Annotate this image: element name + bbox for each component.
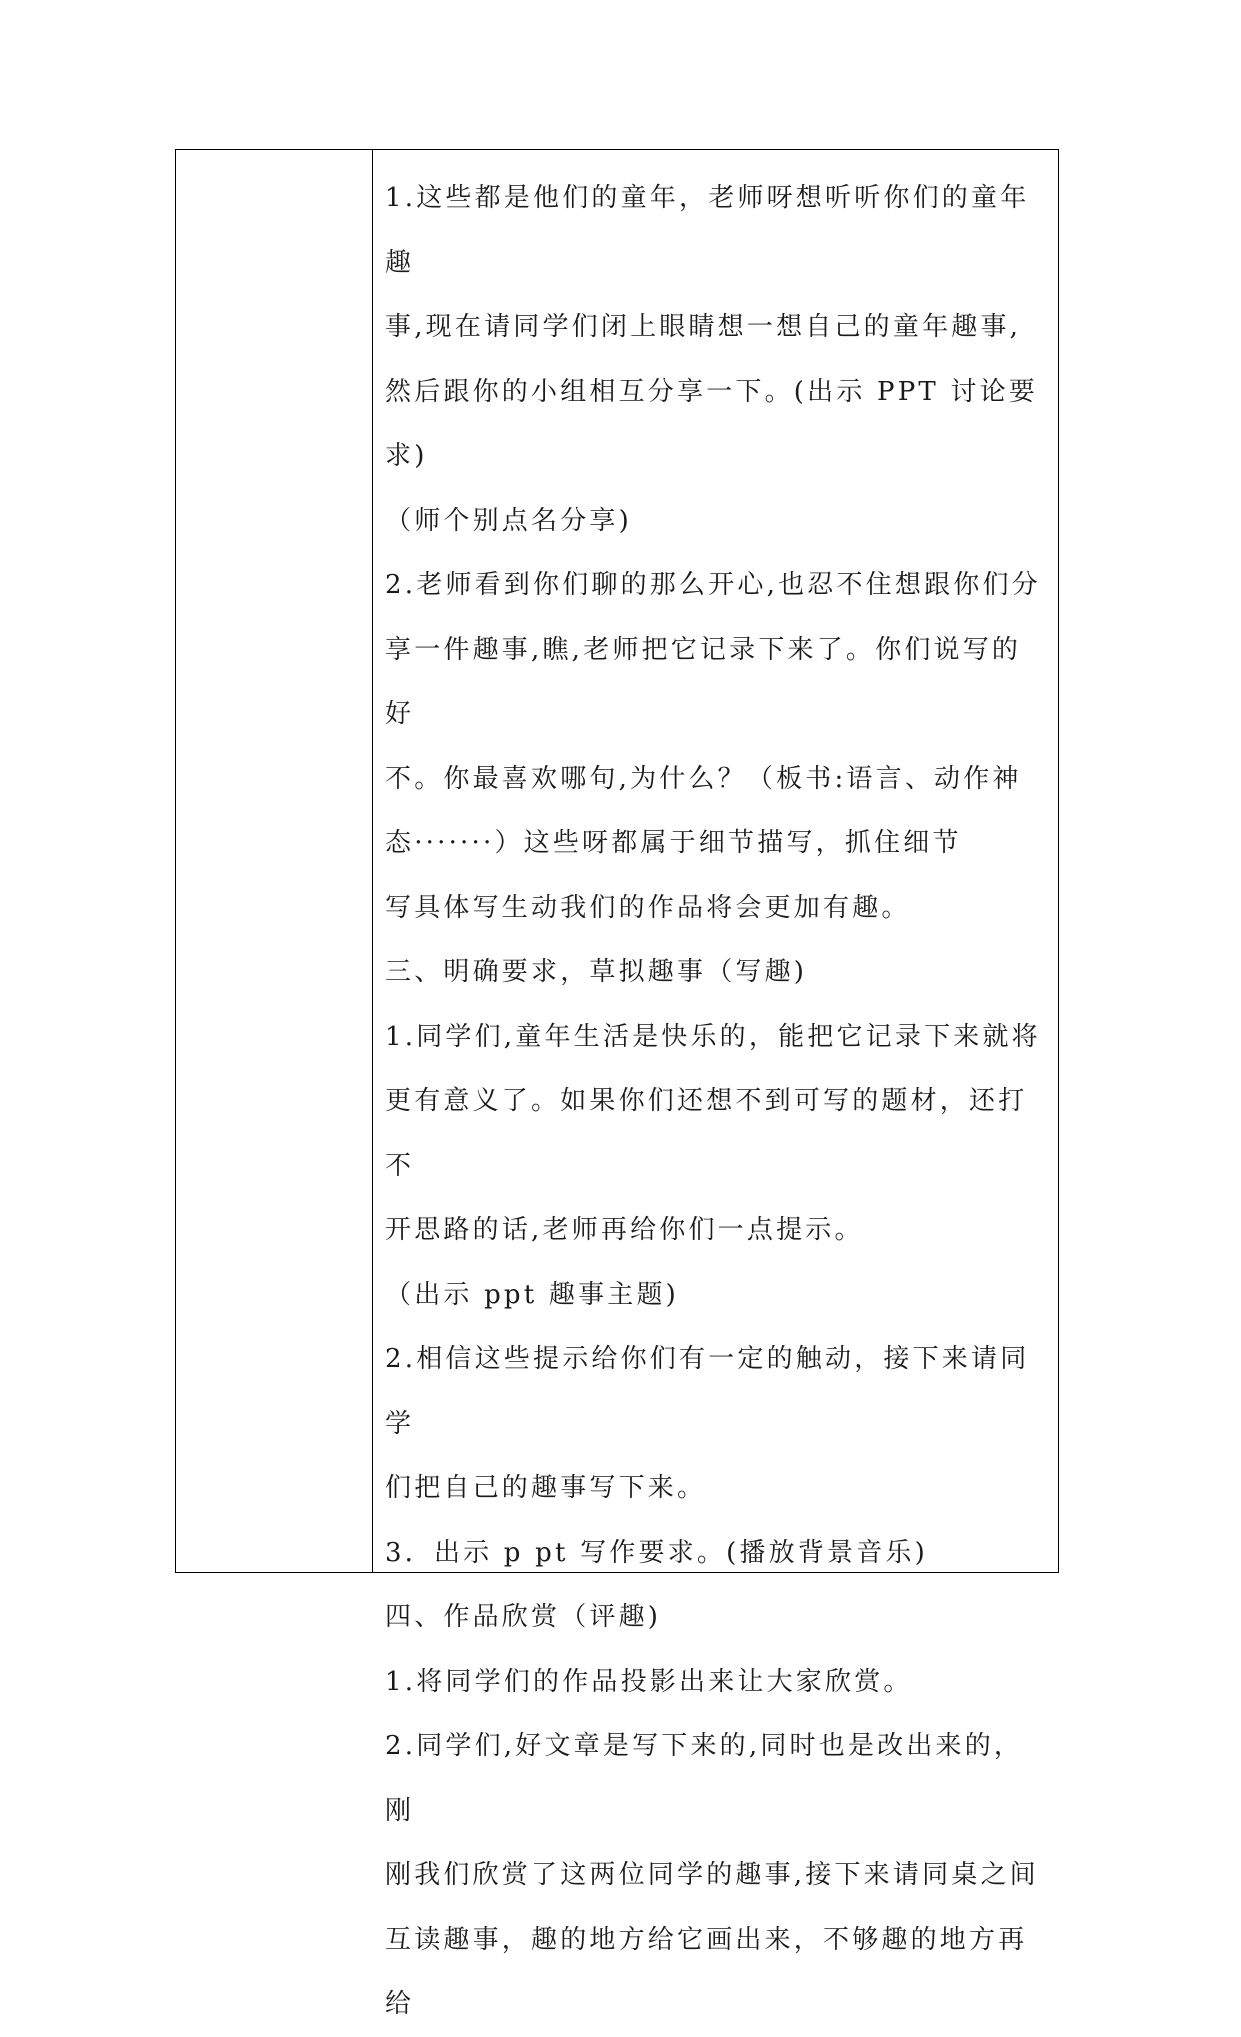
content-line: 刚我们欣赏了这两位同学的趣事,接下来请同桌之间: [385, 1860, 1039, 1890]
content-line: 态·······）这些呀都属于细节描写，抓住细节: [385, 828, 962, 858]
content-line: 1.这些都是他们的童年，老师呀想听听你们的童年趣: [385, 183, 1030, 278]
content-line: 更有意义了。如果你们还想不到可写的题材，还打不: [385, 1086, 1028, 1181]
content-line: 享一件趣事,瞧,老师把它记录下来了。你们说写的好: [385, 634, 1022, 729]
content-line: 事,现在请同学们闭上眼睛想一想自己的童年趣事,: [385, 312, 1022, 342]
content-line: 开思路的话,老师再给你们一点提示。: [385, 1215, 864, 1245]
table-left-cell: [176, 150, 373, 1572]
content-line: （出示 ppt 趣事主题): [385, 1279, 680, 1310]
content-line: （师个别点名分享): [385, 505, 632, 536]
content-line: 2.老师看到你们聊的那么开心,也忍不住想跟你们分: [385, 570, 1041, 600]
content-line: 不。你最喜欢哪句,为什么？（板书:语言、动作神: [385, 763, 1022, 794]
content-line: 3．出示 p pt 写作要求。(播放背景音乐): [385, 1537, 928, 1568]
content-line: 1.同学们,童年生活是快乐的，能把它记录下来就将: [385, 1021, 1041, 1052]
section-heading: 四、作品欣赏（评趣): [385, 1602, 662, 1632]
content-line: 互读趣事，趣的地方给它画出来，不够趣的地方再给: [385, 1924, 1028, 2019]
content-line: 然后跟你的小组相互分享一下。(出示 PPT 讨论要求): [385, 376, 1039, 471]
content-line: 2.同学们,好文章是写下来的,同时也是改出来的，刚: [385, 1731, 1024, 1826]
content-line: 1.将同学们的作品投影出来让大家欣赏。: [385, 1666, 913, 1697]
section-heading: 三、明确要求，草拟趣事（写趣): [385, 957, 808, 987]
content-line: 写具体写生动我们的作品将会更加有趣。: [385, 892, 911, 923]
content-line: 2.相信这些提示给你们有一定的触动，接下来请同学: [385, 1344, 1030, 1439]
table-content-cell: [373, 150, 1058, 2019]
content-line: 们把自己的趣事写下来。: [385, 1473, 707, 1503]
lesson-table: [175, 149, 1059, 2019]
